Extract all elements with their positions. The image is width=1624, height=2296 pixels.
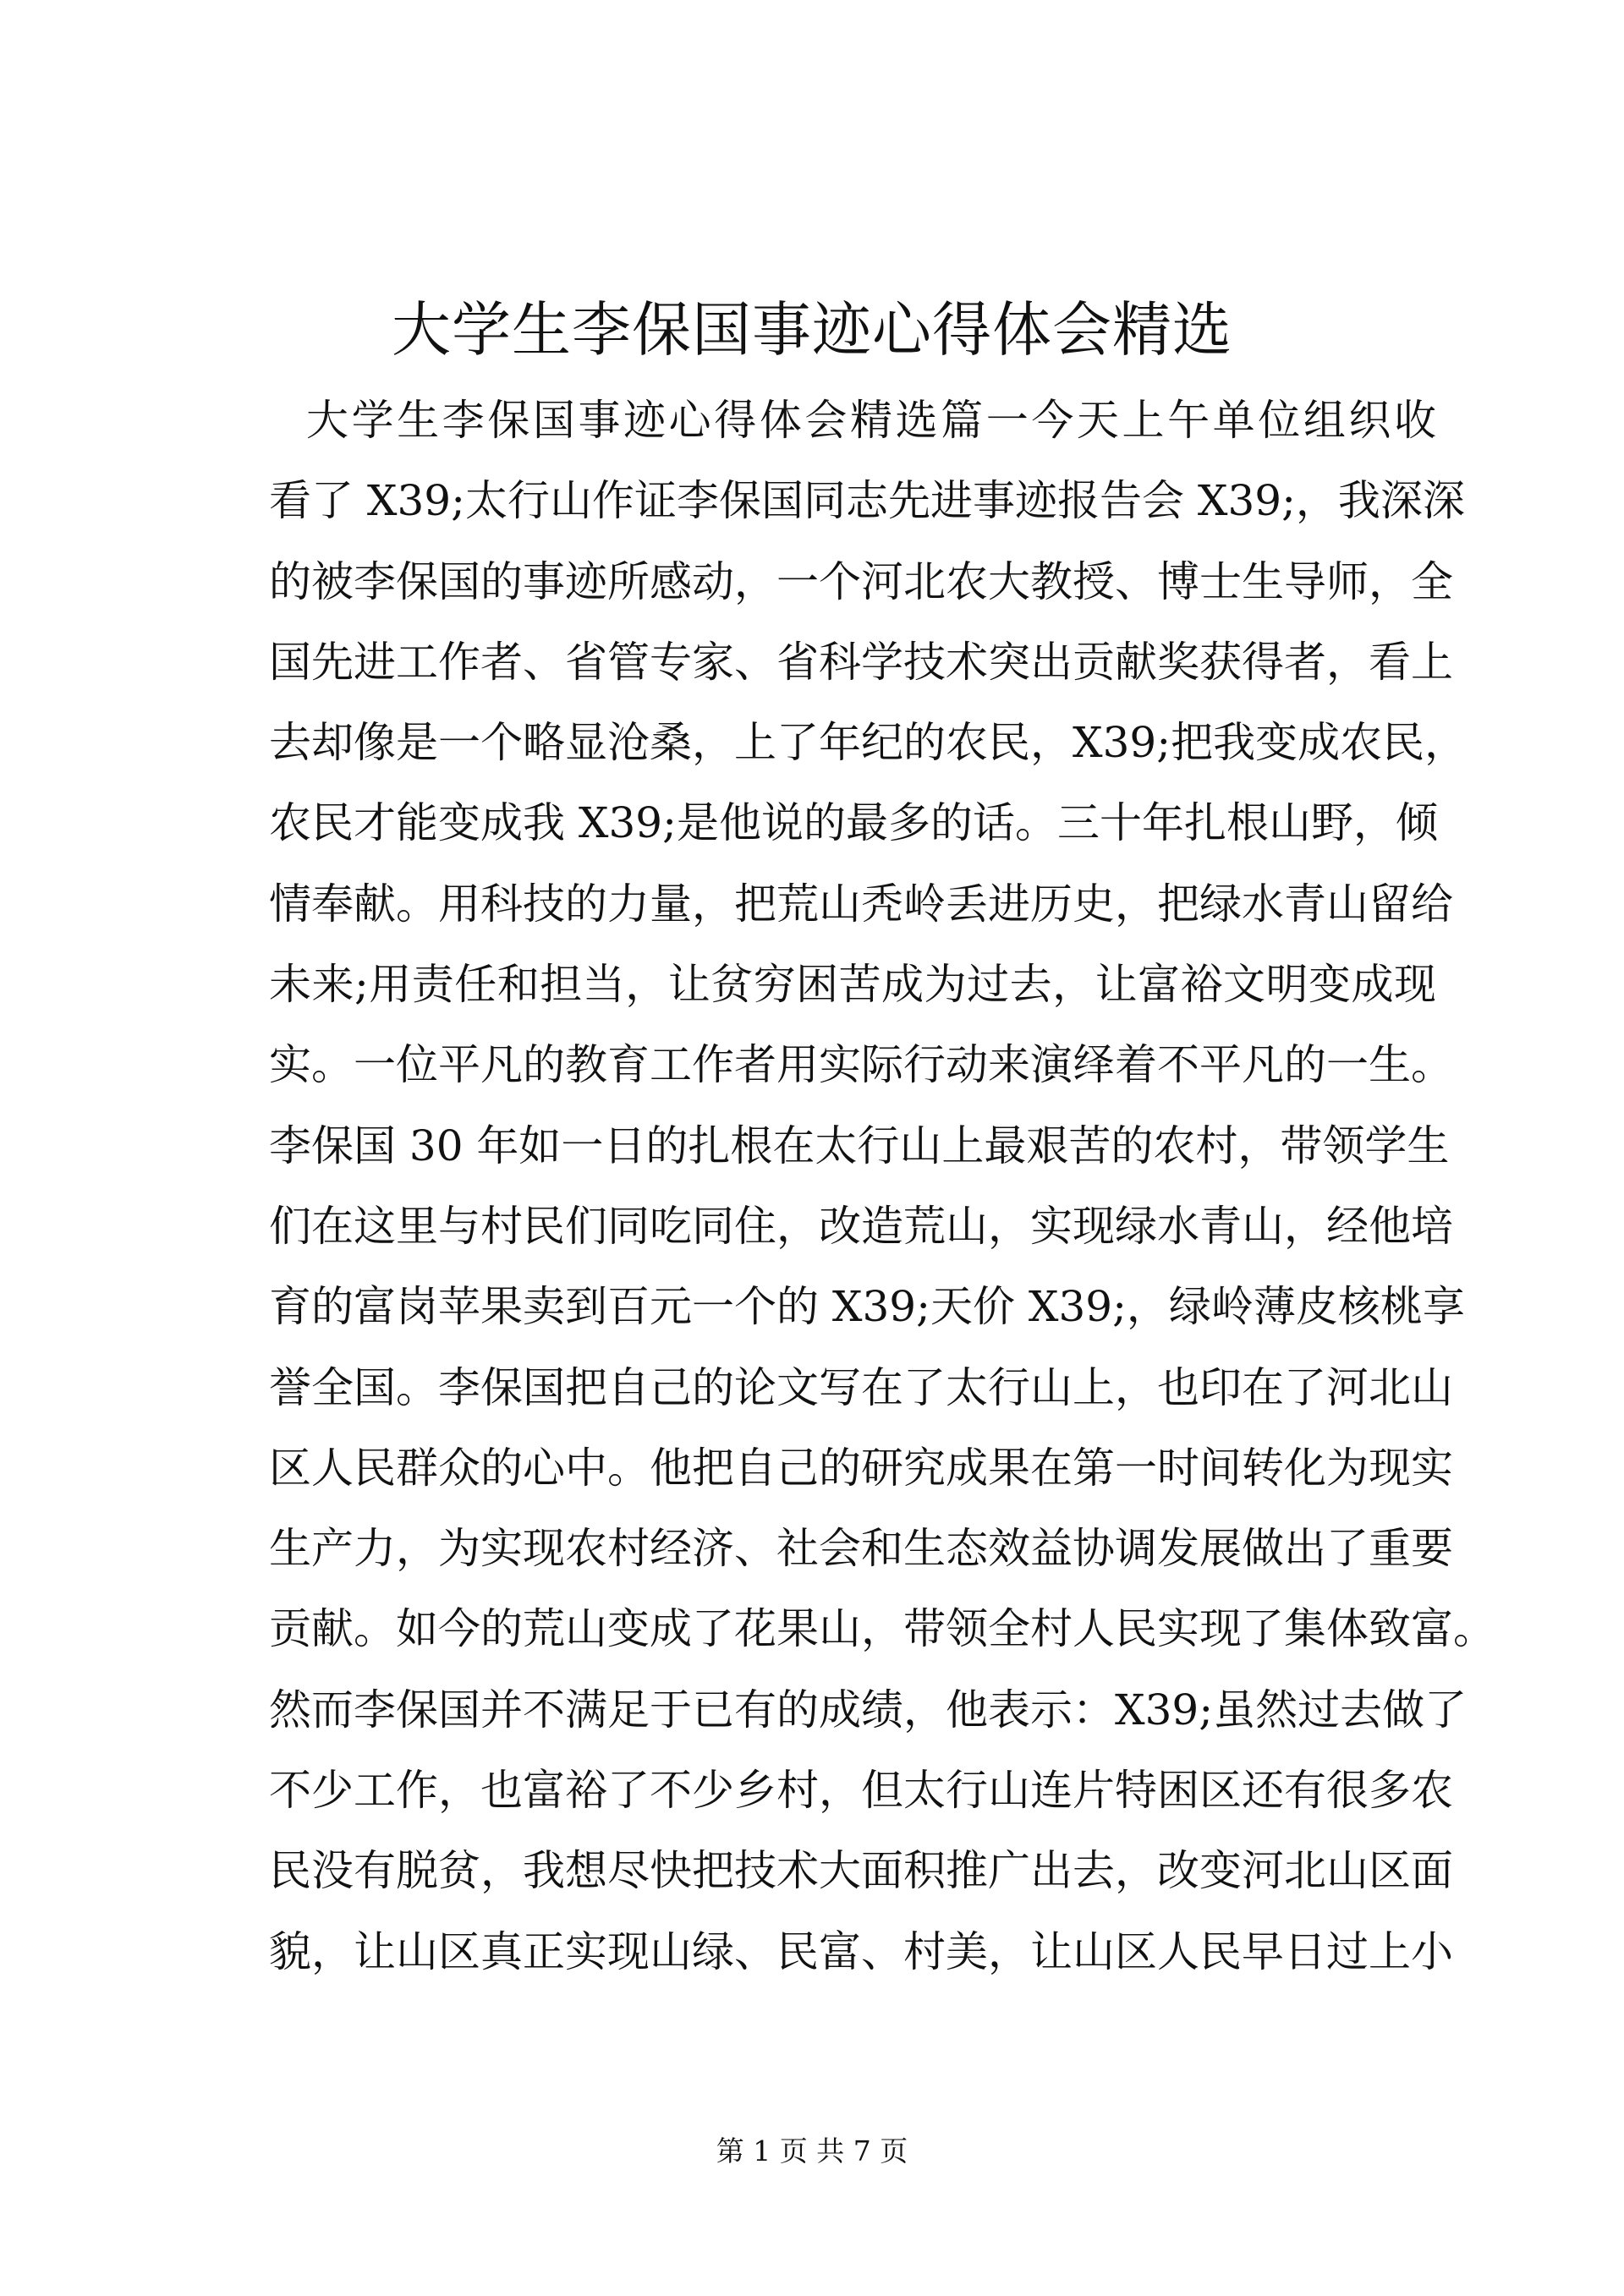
body-line: 农民才能变成我 X39;是他说的最多的话。三十年扎根山野，倾 [269,798,1438,848]
body-line: 民没有脱贫，我想尽快把技术大面积推广出去，改变河北山区面 [269,1846,1453,1896]
document-body [269,391,1495,2003]
body-line: 的被李保国的事迹所感动，一个河北农大教授、博士生导师，全 [269,556,1453,606]
body-line: 实。一位平凡的教育工作者用实际行动来演绎着不平凡的一生。 [269,1040,1453,1090]
body-line: 育的富岗苹果卖到百元一个的 X39;天价 X39;，绿岭薄皮核桃享 [269,1282,1465,1332]
body-line: 生产力，为实现农村经济、社会和生态效益协调发展做出了重要 [269,1524,1453,1574]
body-line: 李保国 30 年如一日的扎根在太行山上最艰苦的农村，带领学生 [269,1121,1450,1170]
body-line: 大学生李保国事迹心得体会精选篇一今天上午单位组织收 [306,396,1436,445]
page-number-footer: 第 1 页 共 7 页 [716,2134,908,2167]
body-line: 貌，让山区真正实现山绿、民富、村美，让山区人民早日过上小 [269,1926,1453,1976]
body-line: 未来;用责任和担当，让贫穷困苦成为过去，让富裕文明变成现 [269,960,1436,1010]
body-line: 去却像是一个略显沧桑，上了年纪的农民，X39;把我变成农民， [269,718,1468,768]
body-line: 不少工作，也富裕了不少乡村，但太行山连片特困区还有很多农 [269,1766,1453,1816]
body-line: 区人民群众的心中。他把自己的研究成果在第一时间转化为现实 [269,1443,1453,1493]
body-line: 看了 X39;太行山作证李保国同志先进事迹报告会 X39;，我深深 [269,476,1465,526]
body-line: 们在这里与村民们同吃同住，改造荒山，实现绿水青山，经他培 [269,1201,1453,1251]
body-line: 然而李保国并不满足于已有的成绩，他表示：X39;虽然过去做了 [269,1685,1468,1734]
body-line: 贡献。如今的荒山变成了花果山，带领全村人民实现了集体致富。 [269,1604,1495,1654]
document-title: 大学生李保国事迹心得体会精选 [392,295,1232,364]
body-line: 国先进工作者、省管专家、省科学技术突出贡献奖获得者，看上 [269,637,1453,687]
body-line: 情奉献。用科技的力量，把荒山秃岭丢进历史，把绿水青山留给 [269,879,1453,929]
body-line: 誉全国。李保国把自己的论文写在了太行山上，也印在了河北山 [269,1362,1453,1412]
